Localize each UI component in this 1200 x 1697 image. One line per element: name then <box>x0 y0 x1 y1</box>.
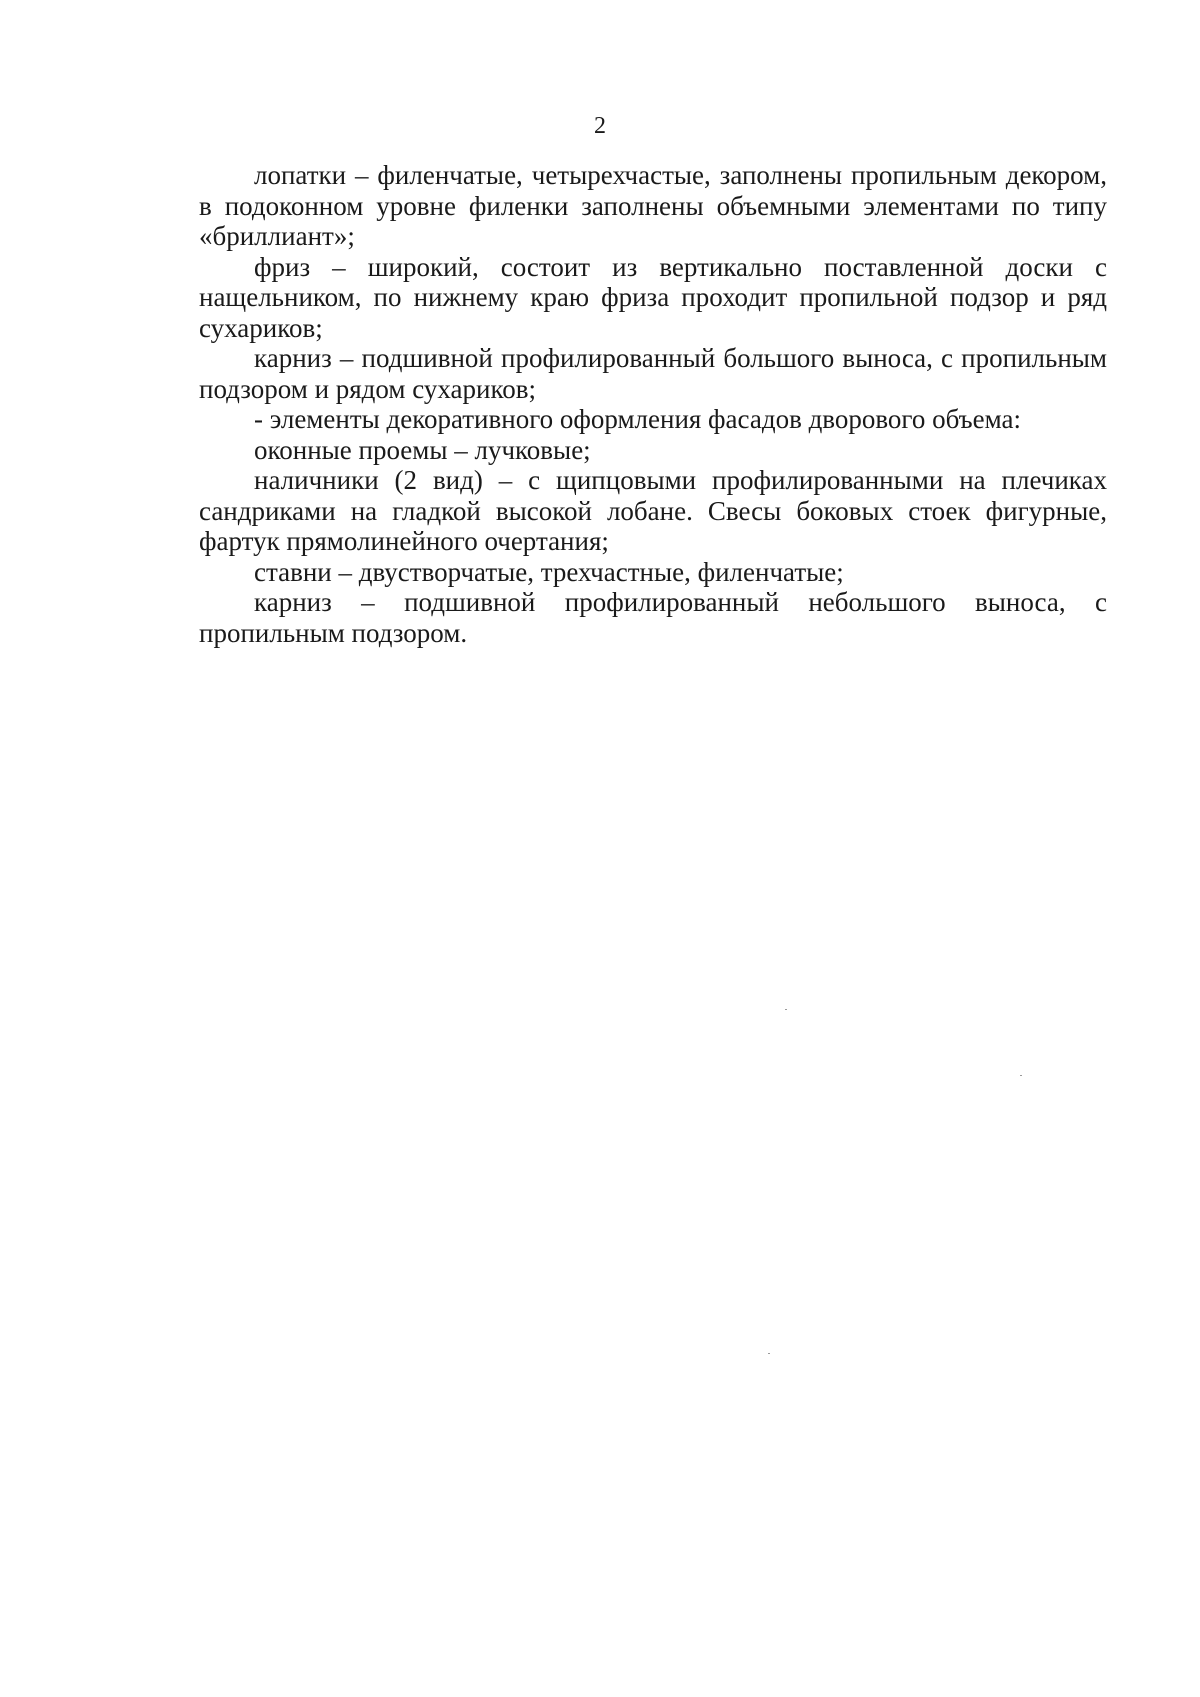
paragraph-window-frames: наличники (2 вид) – с щипцовыми профилированными на плечиках сандриками на гладкой высокой лобане. Свесы боковых стоек фигурные, фартук прямолинейного очертания; <box>199 465 1107 556</box>
paragraph-courtyard-elements: - элементы декоративного оформления фасадов дворового объема: <box>254 404 1021 434</box>
document-body <box>199 160 1107 648</box>
paragraph-cornice-small: карниз – подшивной профилированный небольшого выноса, с пропильным подзором. <box>199 587 1107 648</box>
scan-speck <box>768 1353 770 1354</box>
paragraph-frieze: фриз – широкий, состоит из вертикально поставленной доски с нащельником, по нижнему краю фриза проходит пропильной подзор и ряд сухариков; <box>199 251 1107 343</box>
paragraph-shutters: ставни – двустворчатые, трехчастные, филенчатые; <box>254 556 844 587</box>
paragraph-pilasters: лопатки – филенчатые, четырехчастые, заполнены пропильным декором, в подоконном уровне филенки заполнены объемными элементами по типу «бриллиант»; <box>199 160 1107 251</box>
page-number: 2 <box>594 113 606 139</box>
paragraph-cornice-main: карниз – подшивной профилированный большого выноса, с пропильным подзором и рядом сухариков; <box>199 343 1107 404</box>
paragraph-window-openings: оконные проемы – лучковые; <box>254 434 591 465</box>
scan-speck <box>1020 1075 1022 1076</box>
scan-speck <box>785 1009 787 1010</box>
